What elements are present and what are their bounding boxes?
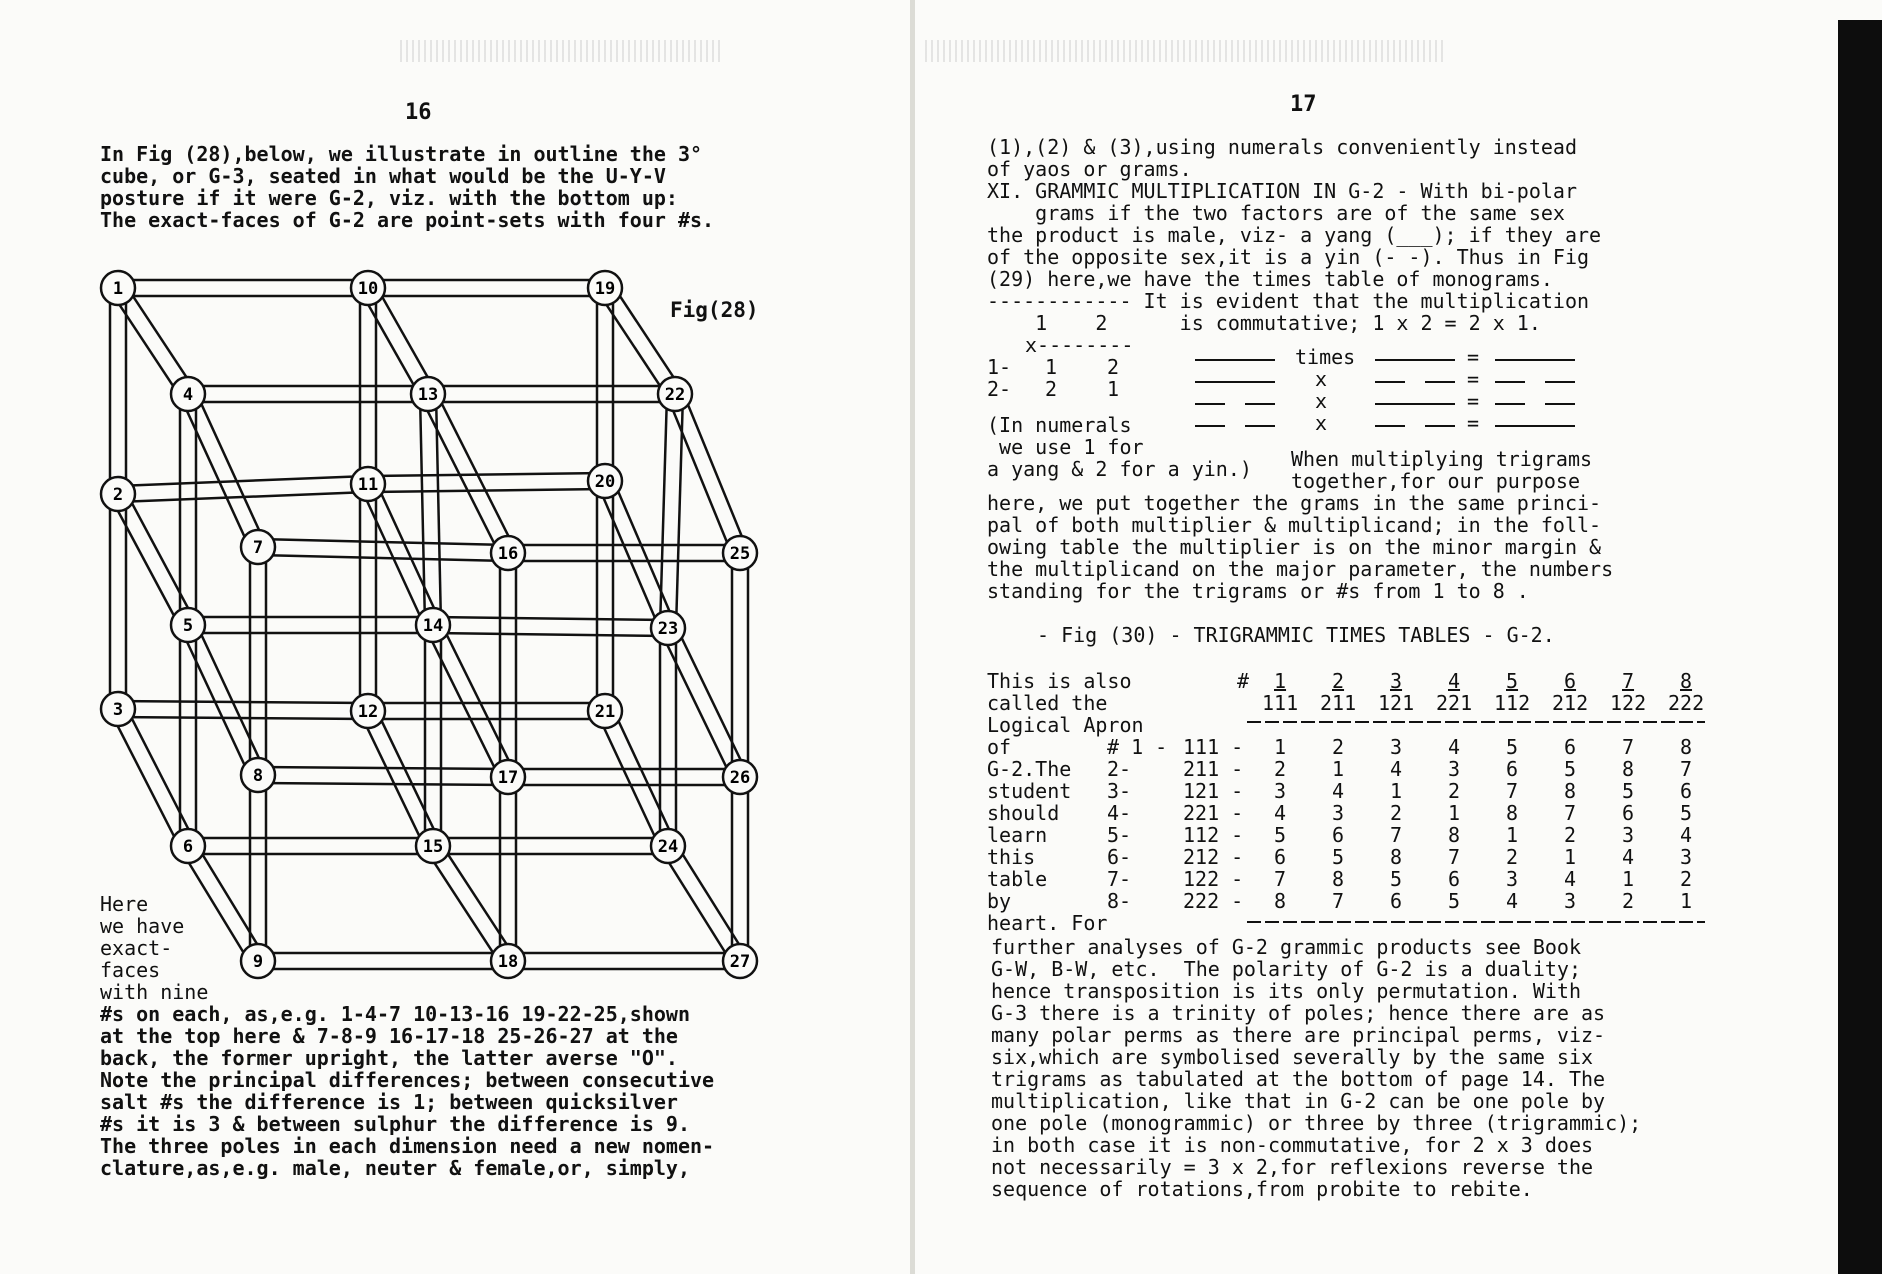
side-note-2: we have — [100, 914, 185, 938]
cube-edge — [435, 390, 515, 549]
trigram-cell: 8 — [1390, 845, 1403, 869]
trigram-cell: 4 — [1622, 845, 1635, 869]
trigram-col-code: 111 — [1262, 691, 1299, 715]
cube-node-label: 14 — [422, 616, 444, 636]
right-bottom-line-11: not necessarily = 3 x 2,for reflexions reverse the — [991, 1155, 1594, 1179]
cube-edge — [375, 708, 440, 843]
trigram-cell: 5 — [1680, 801, 1693, 825]
book-edge-shadow — [1838, 20, 1882, 1274]
right-bottom-line-5: many polar perms as there are principal perms, viz- — [991, 1023, 1606, 1047]
top-line-1: (1),(2) & (3),using numerals conveniently instead — [987, 135, 1578, 159]
trigram-cell: 6 — [1274, 845, 1287, 869]
trigram-side-line: this — [987, 845, 1036, 869]
cube-node-label: 1 — [112, 279, 124, 299]
cube-edge — [675, 625, 747, 774]
trigram-row-code: 112 - — [1183, 823, 1244, 847]
cube-edge — [258, 555, 508, 561]
trigram-row-number: 6- — [1107, 845, 1132, 869]
cube-edge — [181, 628, 251, 778]
side-note-3: exact- — [100, 936, 173, 960]
mono-row-2-b: 1 — [1107, 377, 1120, 401]
cube-node-label: 9 — [252, 952, 264, 972]
mono-eq-3: = — [1467, 389, 1480, 413]
right-bottom-line-4: G-3 there is a trinity of poles; hence there are as — [991, 1001, 1606, 1025]
trigram-cell: 6 — [1448, 867, 1461, 891]
trigram-row-number: 7- — [1107, 867, 1132, 891]
intro-line-2: cube, or G-3, seated in what would be the U-Y-V — [100, 164, 666, 188]
cube-edge — [661, 850, 733, 965]
mono-row-1-a: 1 — [1045, 355, 1058, 379]
trigram-cell: 1 — [1680, 889, 1693, 913]
cube-edge — [375, 481, 440, 622]
trigram-cell: 8 — [1332, 867, 1345, 891]
mono-note-2: we use 1 for — [987, 435, 1144, 459]
top-line-3: XI. GRAMMIC MULTIPLICATION IN G-2 - With bi-polar — [987, 179, 1578, 203]
bottom-line-2: at the top here & 7-8-9 16-17-18 25-26-27 at the — [100, 1024, 678, 1048]
cube-edge — [661, 631, 733, 780]
trigram-cell: 1 — [1564, 845, 1577, 869]
right-bottom-line-1: further analyses of G-2 grammic products see Book — [991, 935, 1582, 959]
trigram-col-number: 1 — [1274, 669, 1287, 693]
cube-node-label: 23 — [657, 619, 679, 639]
cube-edge — [368, 473, 605, 476]
right-bottom-line-2: G-W, B-W, etc. The polarity of G-2 is a duality; — [991, 957, 1582, 981]
cube-node-label: 3 — [112, 700, 124, 720]
trigram-cell: 7 — [1564, 801, 1577, 825]
side-note-4: faces — [100, 958, 161, 982]
cube-node-label: 17 — [497, 768, 519, 788]
trigram-cell: 4 — [1390, 757, 1403, 781]
mono-x-header: x-------- — [1025, 333, 1134, 357]
top-line-6: of the opposite sex,it is a yin (- -). Thus in Fig — [987, 245, 1590, 269]
cube-edge — [612, 284, 682, 390]
trigram-cell: 6 — [1332, 823, 1345, 847]
top-line-8: ------------ It is evident that the multiplication — [987, 289, 1590, 313]
cube-edge — [258, 767, 508, 769]
bottom-line-4: Note the principal differences; between consecutive — [100, 1068, 715, 1092]
trigram-side-line: table — [987, 867, 1048, 891]
trigram-cell: 7 — [1448, 845, 1461, 869]
cube-node-label: 6 — [182, 837, 194, 857]
trigram-cell: 3 — [1332, 801, 1345, 825]
right-bottom-line-12: sequence of rotations,from probite to rebite. — [991, 1177, 1533, 1201]
cube-node-label: 27 — [729, 952, 751, 972]
trigram-cell: 2 — [1390, 801, 1403, 825]
trigram-cell: 2 — [1506, 845, 1519, 869]
trigram-col-code: 122 — [1610, 691, 1647, 715]
cube-node-label: 22 — [664, 385, 686, 405]
bottom-line-5: salt #s the difference is 1; between quicksilver — [100, 1090, 678, 1114]
trigram-cell: 5 — [1448, 889, 1461, 913]
trigram-cell: 6 — [1564, 735, 1577, 759]
mid-line-3: here, we put together the grams in the same princi- — [987, 491, 1602, 515]
cube-edge — [433, 617, 668, 620]
scan-noise — [925, 40, 1445, 62]
trigram-cell: 3 — [1506, 867, 1519, 891]
intro-line-4: The exact-faces of G-2 are point-sets with four #s. — [100, 208, 715, 232]
cube-node-label: 20 — [594, 472, 616, 492]
trigram-cell: 5 — [1332, 845, 1345, 869]
mono-row-1-b: 2 — [1107, 355, 1120, 379]
trigram-cell: 3 — [1622, 823, 1635, 847]
cube-edge — [125, 705, 195, 842]
trigram-cell: 4 — [1448, 735, 1461, 759]
trigram-cell: 6 — [1622, 801, 1635, 825]
mid-line-4: pal of both multiplier & multiplicand; in the foll- — [987, 513, 1602, 537]
trigram-cell: 1 — [1332, 757, 1345, 781]
trigram-row-code: 221 - — [1183, 801, 1244, 825]
cube-node-label: 24 — [657, 837, 679, 857]
cube-edge — [426, 629, 501, 781]
trigram-cell: 1 — [1274, 735, 1287, 759]
cube-node-label: 8 — [252, 766, 264, 786]
cube-node-label: 5 — [182, 616, 194, 636]
mono-mid-2: x — [1315, 367, 1328, 391]
side-note-5: with nine — [100, 980, 209, 1004]
cube-edge — [118, 476, 368, 486]
trigram-col-code: 112 — [1494, 691, 1531, 715]
trigram-row-code: 111 - — [1183, 735, 1244, 759]
trigram-cell: 1 — [1506, 823, 1519, 847]
trigram-col-code: 211 — [1320, 691, 1357, 715]
side-note-1: Here — [100, 892, 149, 916]
cube-edge — [682, 391, 747, 550]
bottom-line-6: #s it is 3 & between sulphur the difference is 9. — [100, 1112, 691, 1136]
trigram-cell: 5 — [1390, 867, 1403, 891]
cube-node-label: 25 — [729, 544, 751, 564]
cube-edge — [258, 539, 508, 545]
cube-node-label: 10 — [357, 279, 379, 299]
trigram-row-number: 5- — [1107, 823, 1132, 847]
trigram-cell: 4 — [1274, 801, 1287, 825]
cube-edge — [598, 484, 661, 631]
top-line-4: grams if the two factors are of the same sex — [987, 201, 1565, 225]
mid-line-7: standing for the trigrams or #s from 1 to 8 . — [987, 579, 1529, 603]
trigram-cell: 4 — [1332, 779, 1345, 803]
cube-edge — [598, 714, 661, 849]
cube-node-label: 19 — [594, 279, 616, 299]
trigram-col-code: 121 — [1378, 691, 1415, 715]
trigram-col-code: 221 — [1436, 691, 1473, 715]
intro-line-3: posture if it were G-2, viz. with the bottom up: — [100, 186, 678, 210]
mono-eq-2: = — [1467, 367, 1480, 391]
cube-edge — [668, 397, 733, 556]
trigram-cell: 2 — [1680, 867, 1693, 891]
cube-edge — [375, 284, 435, 390]
monogram-strokes — [1195, 340, 1595, 450]
trigram-cell: 7 — [1274, 867, 1287, 891]
cube-edge — [118, 701, 368, 703]
trigram-side-line: Logical Apron — [987, 713, 1144, 737]
mono-note-1: (In numerals — [987, 413, 1132, 437]
trigram-row-number: # 1 - — [1107, 735, 1168, 759]
trigram-col-code: 222 — [1668, 691, 1705, 715]
trigram-hash: # — [1237, 669, 1250, 693]
trigram-cell: 2 — [1564, 823, 1577, 847]
trigram-row-number: 4- — [1107, 801, 1132, 825]
bottom-line-8: clature,as,e.g. male, neuter & female,or, simply, — [100, 1156, 691, 1180]
trigram-cell: 3 — [1390, 735, 1403, 759]
cube-edge — [421, 398, 501, 557]
trigram-cell: 7 — [1680, 757, 1693, 781]
cube-node-label: 12 — [357, 702, 379, 722]
trigram-cell: 2 — [1332, 735, 1345, 759]
right-bottom-line-6: six,which are symbolised severally by the same six — [991, 1045, 1594, 1069]
cube-edge — [118, 717, 368, 719]
trigram-col-number: 3 — [1390, 669, 1403, 693]
trigram-row-number: 8- — [1107, 889, 1132, 913]
right-bottom-line-8: multiplication, like that in G-2 can be one pole by — [991, 1089, 1606, 1113]
trigram-col-number: 6 — [1564, 669, 1577, 693]
top-line-7: (29) here,we have the times table of monograms. — [987, 267, 1553, 291]
trigram-side-line: learn — [987, 823, 1048, 847]
cube-edge — [125, 284, 195, 390]
trigram-cell: 1 — [1390, 779, 1403, 803]
trigram-side-line: of — [987, 735, 1012, 759]
fig30-caption: - Fig (30) - TRIGRAMMIC TIMES TABLES - G-2. — [1037, 623, 1555, 647]
cube-node-label: 4 — [182, 385, 194, 405]
trigram-cell: 3 — [1274, 779, 1287, 803]
cube-edge — [612, 708, 675, 843]
cube-node-label: 11 — [357, 475, 379, 495]
mono-eq-4: = — [1467, 411, 1480, 435]
trigram-cell: 1 — [1448, 801, 1461, 825]
trigram-cell: 5 — [1506, 735, 1519, 759]
trigram-col-number: 2 — [1332, 669, 1345, 693]
bottom-line-3: back, the former upright, the latter averse "O". — [100, 1046, 678, 1070]
mono-eq-1: = — [1467, 345, 1480, 369]
trigram-col-number: 8 — [1680, 669, 1693, 693]
trigram-cell: 5 — [1274, 823, 1287, 847]
mid-line-5: owing table the multiplier is on the minor margin & — [987, 535, 1602, 559]
trigram-cell: 2 — [1274, 757, 1287, 781]
page-number-right: 17 — [1290, 92, 1317, 117]
cube-edge — [125, 490, 195, 621]
trigram-cell: 7 — [1622, 735, 1635, 759]
trigram-cell: 2 — [1622, 889, 1635, 913]
cube-edge — [440, 842, 515, 957]
trigram-bottom-rule — [1247, 916, 1707, 928]
trigram-cell: 5 — [1622, 779, 1635, 803]
trigram-cell: 8 — [1506, 801, 1519, 825]
cube-edge — [181, 850, 251, 965]
page-number-left: 16 — [405, 100, 432, 125]
trigram-cell: 1 — [1622, 867, 1635, 891]
mid-line-6: the multiplicand on the major parameter, the numbers — [987, 557, 1614, 581]
cube-edge — [361, 714, 426, 849]
cube-node-label: 2 — [112, 485, 124, 505]
cube-node-label: 13 — [417, 385, 439, 405]
mono-mid-3: x — [1315, 389, 1328, 413]
cube-edge — [675, 842, 747, 957]
top-line-2: of yaos or grams. — [987, 157, 1192, 181]
trigram-col-code: 212 — [1552, 691, 1589, 715]
cube-edge — [612, 478, 675, 625]
right-page — [915, 0, 1835, 1274]
trigram-cell: 3 — [1448, 757, 1461, 781]
intro-line-1: In Fig (28),below, we illustrate in outline the 3° — [100, 142, 703, 166]
figure-label-28: Fig(28) — [670, 298, 759, 322]
cube-edge — [440, 621, 515, 773]
cube-edge — [598, 292, 668, 398]
cube-edge — [660, 394, 667, 628]
cube-edge — [195, 391, 265, 544]
trigram-cell: 6 — [1506, 757, 1519, 781]
cube-node-label: 18 — [497, 952, 519, 972]
mono-row-1-label: 1- — [987, 355, 1012, 379]
trigram-cell: 8 — [1274, 889, 1287, 913]
trigram-row-code: 211 - — [1183, 757, 1244, 781]
trigram-cell: 6 — [1680, 779, 1693, 803]
right-bottom-line-10: in both case it is non-commutative, for 2 x 3 does — [991, 1133, 1594, 1157]
cube-edge — [111, 292, 181, 398]
cube-node-label: 26 — [729, 768, 751, 788]
trigram-cell: 4 — [1506, 889, 1519, 913]
trigram-cell: 7 — [1390, 823, 1403, 847]
trigram-col-number: 4 — [1448, 669, 1461, 693]
trigram-cell: 7 — [1506, 779, 1519, 803]
right-bottom-line-9: one pole (monogrammic) or three by three (trigrammic); — [991, 1111, 1642, 1135]
trigram-cell: 8 — [1622, 757, 1635, 781]
cube-edge — [420, 394, 425, 625]
cube-node-label: 16 — [497, 544, 519, 564]
trigram-cell: 4 — [1564, 867, 1577, 891]
bottom-line-7: The three poles in each dimension need a new nomen- — [100, 1134, 715, 1158]
trigram-row-code: 222 - — [1183, 889, 1244, 913]
trigram-col-number: 5 — [1506, 669, 1519, 693]
cube-edge — [361, 292, 421, 398]
cube-edge — [433, 633, 668, 636]
trigram-cell: 4 — [1680, 823, 1693, 847]
trigram-header-rule — [1247, 716, 1707, 728]
trigram-row-code: 122 - — [1183, 867, 1244, 891]
top-line-5: the product is male, viz- a yang (___); if they are — [987, 223, 1602, 247]
mono-mid-1: times — [1295, 345, 1356, 369]
trigram-cell: 6 — [1390, 889, 1403, 913]
trigram-col-number: 7 — [1622, 669, 1635, 693]
trigram-side-line: by — [987, 889, 1012, 913]
cube-node-label: 15 — [422, 837, 444, 857]
right-bottom-line-3: hence transposition is its only permutation. With — [991, 979, 1582, 1003]
bottom-line-1: #s on each, as,e.g. 1-4-7 10-13-16 19-22-25,shown — [100, 1002, 691, 1026]
cube-edge — [195, 842, 265, 957]
cube-node-label: 7 — [252, 538, 264, 558]
trigram-side-line: called the — [987, 691, 1108, 715]
mid-line-1: When multiplying trigrams — [1291, 447, 1593, 471]
cube-edge — [111, 713, 181, 850]
top-line-9: 1 2 is commutative; 1 x 2 = 2 x 1. — [987, 311, 1541, 335]
trigram-row-number: 3- — [1107, 779, 1132, 803]
trigram-cell: 3 — [1680, 845, 1693, 869]
trigram-side-line: heart. For — [987, 911, 1108, 935]
cube-edge — [181, 397, 251, 550]
trigram-cell: 7 — [1332, 889, 1345, 913]
mid-line-2: together,for our purpose — [1291, 469, 1580, 493]
trigram-side-line: G-2.The — [987, 757, 1072, 781]
trigram-cell: 5 — [1564, 757, 1577, 781]
trigram-cell: 3 — [1564, 889, 1577, 913]
trigram-cell: 2 — [1448, 779, 1461, 803]
trigram-cell: 8 — [1448, 823, 1461, 847]
mono-row-2-label: 2- — [987, 377, 1012, 401]
mono-row-2-a: 2 — [1045, 377, 1058, 401]
mono-note-3: a yang & 2 for a yin.) — [987, 457, 1252, 481]
left-page — [0, 0, 910, 1274]
cube-edge — [426, 850, 501, 965]
mono-mid-4: x — [1315, 411, 1328, 435]
trigram-row-code: 121 - — [1183, 779, 1244, 803]
cube-edge — [195, 622, 265, 772]
cube-edge — [111, 498, 181, 629]
right-bottom-line-7: trigrams as tabulated at the bottom of page 14. The — [991, 1067, 1606, 1091]
trigram-side-line: This is also — [987, 669, 1132, 693]
cube-node-label: 21 — [594, 702, 616, 722]
trigram-row-number: 2- — [1107, 757, 1132, 781]
trigram-cell: 8 — [1680, 735, 1693, 759]
trigram-side-line: student — [987, 779, 1072, 803]
cube-edge — [258, 783, 508, 785]
trigram-row-code: 212 - — [1183, 845, 1244, 869]
trigram-side-line: should — [987, 801, 1060, 825]
trigram-cell: 8 — [1564, 779, 1577, 803]
